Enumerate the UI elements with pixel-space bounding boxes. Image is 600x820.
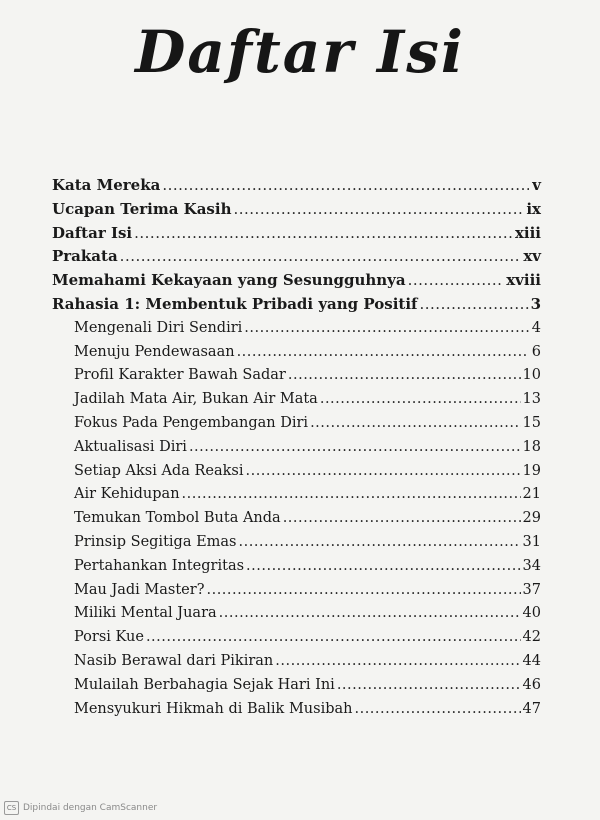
toc-entry-title: Menuju Pendewasaan [74, 344, 235, 360]
toc-entry-page: 37 [522, 582, 541, 598]
toc-entry [74, 555, 541, 577]
toc-entry-page: 44 [522, 653, 541, 669]
toc-leader-dots [246, 555, 521, 577]
toc-entry-page: 19 [522, 463, 541, 479]
toc-leader-dots [310, 412, 520, 434]
toc-entry-title: Pertahankan Integritas [74, 558, 245, 574]
toc-entry-page: 34 [522, 558, 541, 574]
toc-entry-page: 13 [522, 391, 541, 407]
toc-entry [74, 507, 541, 529]
toc-entry-page: 40 [522, 605, 541, 621]
toc-entry [74, 531, 541, 553]
toc-entry [74, 602, 541, 624]
toc-entry [74, 460, 541, 482]
toc-entry [74, 650, 541, 672]
toc-entry-page: v [532, 176, 541, 194]
toc-entry-page: 47 [522, 701, 541, 717]
toc-entry-title: Temukan Tombol Buta Anda [74, 510, 281, 526]
toc-entry [52, 174, 541, 196]
toc-leader-dots [337, 674, 521, 696]
toc-entry [52, 198, 541, 220]
page-title: Daftar Isi [135, 18, 465, 86]
toc-leader-dots [244, 317, 529, 339]
toc-entry [52, 269, 541, 291]
toc-leader-dots [146, 626, 521, 648]
toc-leader-dots [162, 174, 529, 196]
toc-entry-title: Mengenali Diri Sendiri [74, 320, 243, 336]
toc-entry-title: Jadilah Mata Air, Bukan Air Mata [74, 391, 318, 407]
toc-entry [52, 293, 541, 315]
toc-leader-dots [182, 483, 521, 505]
toc-leader-dots [206, 579, 520, 601]
toc-leader-dots [354, 698, 520, 720]
toc-entry-title: Mulailah Berbahagia Sejak Hari Ini [74, 677, 335, 693]
toc-entry-title: Mensyukuri Hikmah di Balik Musibah [74, 701, 353, 717]
toc-entry-page: xv [523, 247, 541, 265]
toc-leader-dots [120, 245, 522, 267]
toc-leader-dots [233, 198, 524, 220]
toc-entry-title: Memahami Kekayaan yang Sesungguhnya [52, 271, 406, 289]
toc-entry [74, 579, 541, 601]
toc-entry-title: Rahasia 1: Membentuk Pribadi yang Positif [52, 295, 418, 313]
toc-entry-page: 10 [522, 367, 541, 383]
toc-leader-dots [283, 507, 521, 529]
toc-entry-title: Miliki Mental Juara [74, 605, 217, 621]
toc-entry [52, 222, 541, 244]
toc-leader-dots [408, 269, 505, 291]
toc-leader-dots [320, 388, 521, 410]
toc-entry-page: 3 [530, 295, 541, 313]
toc-entry-page: 31 [522, 534, 541, 550]
toc-entry-title: Nasib Berawal dari Pikiran [74, 653, 274, 669]
toc-entry-title: Ucapan Terima Kasih [52, 200, 232, 218]
toc-entry-page: 6 [531, 344, 541, 360]
toc-leader-dots [219, 602, 521, 624]
toc-leader-dots [245, 460, 520, 482]
toc-entry-title: Kata Mereka [52, 176, 161, 194]
toc-entry-title: Prinsip Segitiga Emas [74, 534, 237, 550]
toc-entry [74, 483, 541, 505]
toc-entry [74, 364, 541, 386]
toc-entry [74, 626, 541, 648]
toc-entry-page: 42 [522, 629, 541, 645]
toc-leader-dots [189, 436, 521, 458]
toc-entry-title: Setiap Aksi Ada Reaksi [74, 463, 244, 479]
toc-entry [74, 412, 541, 434]
toc-entry-page: 4 [531, 320, 541, 336]
toc-entry [74, 674, 541, 696]
toc-entry [74, 698, 541, 720]
toc-entry [74, 341, 541, 363]
toc-leader-dots [134, 222, 513, 244]
scanner-stamp [4, 801, 157, 815]
toc-entry-page: ix [526, 200, 541, 218]
toc-entry-page: 15 [522, 415, 541, 431]
toc-entry-title: Daftar Isi [52, 224, 133, 242]
toc-entry-page: 29 [522, 510, 541, 526]
toc-entry-title: Prakata [52, 247, 118, 265]
toc-entry-title: Aktualisasi Diri [74, 439, 187, 455]
toc-leader-dots [239, 531, 521, 553]
toc-entry-page: 46 [522, 677, 541, 693]
toc-entry-page: xviii [506, 271, 541, 289]
toc-entry [74, 317, 541, 339]
toc-entry-page: xiii [514, 224, 541, 242]
toc-entry-title: Air Kehidupan [74, 486, 180, 502]
toc-entry [52, 245, 541, 267]
toc-leader-dots [420, 293, 529, 315]
toc-leader-dots [237, 341, 529, 363]
toc-leader-dots [275, 650, 520, 672]
toc-entry-page: 18 [522, 439, 541, 455]
toc-entry-title: Profil Karakter Bawah Sadar [74, 367, 286, 383]
toc-entry-title: Porsi Kue [74, 629, 144, 645]
toc-entry-page: 21 [522, 486, 541, 502]
toc-entry-title: Fokus Pada Pengembangan Diri [74, 415, 309, 431]
toc-entry [74, 436, 541, 458]
toc-entry-title: Mau Jadi Master? [74, 582, 205, 598]
toc-entry [74, 388, 541, 410]
scanner-stamp-text: Dipindai dengan CamScanner [23, 803, 158, 813]
camscanner-logo-icon: CS [4, 801, 19, 815]
toc-leader-dots [288, 364, 521, 386]
